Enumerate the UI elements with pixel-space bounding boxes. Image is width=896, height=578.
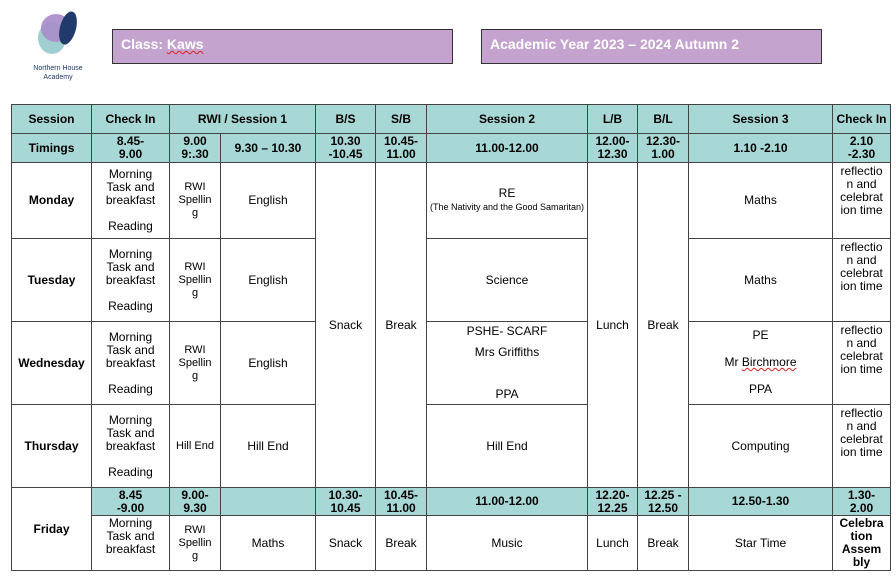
session1-tuesday: English (221, 239, 316, 322)
timing-lb: 12.00- 12.30 (588, 134, 638, 163)
morning-cell: Morning Task and breakfast Reading (92, 405, 170, 488)
session2-friday: Music (427, 516, 588, 571)
timing-check-in: 8.45- 9.00 (92, 134, 170, 163)
session3-monday: Maths (689, 163, 833, 239)
session1-friday: Maths (221, 516, 316, 571)
friday-timing-rwi: 9.00- 9.30 (170, 488, 221, 516)
morning-cell: Morning Task and breakfast Reading (92, 163, 170, 239)
row-thursday (12, 405, 891, 488)
header-row (12, 105, 891, 134)
logo-text-line2: Academy (43, 74, 73, 81)
col-session2: Session 2 (427, 105, 588, 134)
class-prefix: Class: (121, 36, 167, 52)
row-friday-timings (12, 488, 891, 516)
col-bl: B/L (638, 105, 689, 134)
timing-check-in2: 2.10 -2.30 (833, 134, 891, 163)
row-monday (12, 163, 891, 239)
timing-session3: 1.10 -2.10 (689, 134, 833, 163)
class-header (112, 29, 453, 64)
friday-timing-bs: 10.30- 10.45 (316, 488, 376, 516)
friday-timing-bl: 12.25 - 12.50 (638, 488, 689, 516)
rwi-thursday: Hill End (170, 405, 221, 488)
rwi-cell: RWI Spellin g (170, 163, 221, 239)
logo-text-line1: Northern House (33, 65, 83, 72)
timing-sb: 10.45- 11.00 (376, 134, 427, 163)
friday-timing-session3: 12.50-1.30 (689, 488, 833, 516)
row-wednesday (12, 322, 891, 405)
day-monday: Monday (12, 163, 92, 239)
session2-wednesday: PSHE- SCARF Mrs Griffiths PPA (427, 322, 588, 405)
day-friday: Friday (12, 488, 92, 571)
session2-monday: RE (The Nativity and the Good Samaritan) (427, 163, 588, 239)
friday-timing-check-in2: 1.30- 2.00 (833, 488, 891, 516)
timings-row (12, 134, 891, 163)
celebration-assembly: Celebra tion Assem bly (833, 516, 891, 571)
row-friday (12, 516, 891, 571)
timing-bl: 12.30- 1.00 (638, 134, 689, 163)
session2-thursday: Hill End (427, 405, 588, 488)
reflection-cell: reflectio n and celebrat ion time (833, 322, 891, 405)
morning-cell: Morning Task and breakfast Reading (92, 239, 170, 322)
reflection-cell: reflectio n and celebrat ion time (833, 405, 891, 488)
friday-lunch: Lunch (588, 516, 638, 571)
friday-break-2: Break (638, 516, 689, 571)
timing-bs: 10.30 -10.45 (316, 134, 376, 163)
timing-rwi: 9.00 9:.30 (170, 134, 221, 163)
school-logo (22, 8, 94, 86)
col-session3: Session 3 (689, 105, 833, 134)
day-wednesday: Wednesday (12, 322, 92, 405)
col-lb: L/B (588, 105, 638, 134)
snack-cell: Snack (316, 163, 376, 488)
session3-thursday: Computing (689, 405, 833, 488)
friday-timing-lb: 12.20- 12.25 (588, 488, 638, 516)
session3-tuesday: Maths (689, 239, 833, 322)
session1-wednesday: English (221, 322, 316, 405)
friday-timing-session2: 11.00-12.00 (427, 488, 588, 516)
timing-session2: 11.00-12.00 (427, 134, 588, 163)
col-sb: S/B (376, 105, 427, 134)
session1-thursday: Hill End (221, 405, 316, 488)
friday-timing-sb: 10.45- 11.00 (376, 488, 427, 516)
col-session: Session (12, 105, 92, 134)
morning-cell: Morning Task and breakfast (92, 516, 170, 571)
friday-timing-session1 (221, 488, 316, 516)
class-name: Kaws (166, 36, 204, 52)
rwi-cell: RWI Spellin g (170, 239, 221, 322)
timings-label: Timings (12, 134, 92, 163)
session3-wednesday: PE Mr Birchmore PPA (689, 322, 833, 405)
friday-break: Break (376, 516, 427, 571)
morning-cell: Morning Task and breakfast Reading (92, 322, 170, 405)
timetable (11, 104, 891, 571)
reflection-cell: reflectio n and celebrat ion time (833, 239, 891, 322)
col-bs: B/S (316, 105, 376, 134)
break-cell: Break (376, 163, 427, 488)
rwi-cell: RWI Spellin g (170, 516, 221, 571)
friday-timing-check-in: 8.45 -9.00 (92, 488, 170, 516)
timing-session1: 9.30 – 10.30 (221, 134, 316, 163)
col-check-in: Check In (92, 105, 170, 134)
rwi-cell: RWI Spellin g (170, 322, 221, 405)
day-tuesday: Tuesday (12, 239, 92, 322)
academic-year-header: Academic Year 2023 – 2024 Autumn 2 (481, 29, 822, 64)
session2-tuesday: Science (427, 239, 588, 322)
row-tuesday (12, 239, 891, 322)
col-rwi-session1: RWI / Session 1 (170, 105, 316, 134)
session1-monday: English (221, 163, 316, 239)
col-check-in2: Check In (833, 105, 891, 134)
session3-friday: Star Time (689, 516, 833, 571)
reflection-cell: reflectio n and celebrat ion time (833, 163, 891, 239)
day-thursday: Thursday (12, 405, 92, 488)
break-cell-2: Break (638, 163, 689, 488)
logo-mark-icon (30, 8, 86, 64)
lunch-cell: Lunch (588, 163, 638, 488)
friday-snack: Snack (316, 516, 376, 571)
